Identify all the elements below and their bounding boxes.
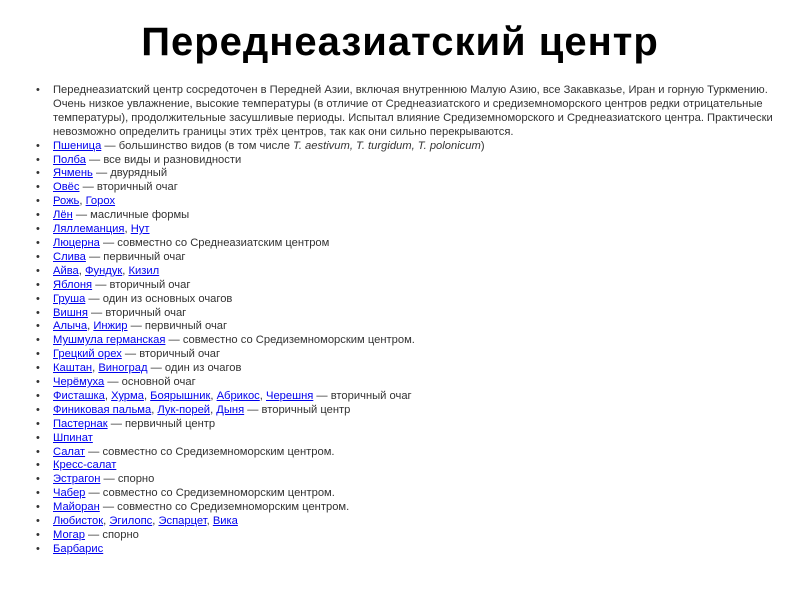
bullet-icon: • xyxy=(36,403,40,416)
list-item xyxy=(36,307,776,321)
list-item xyxy=(36,432,776,446)
plant-link[interactable]: Эгилопс xyxy=(109,515,153,528)
separator: , xyxy=(151,403,158,416)
plant-link[interactable]: Ляллеманция xyxy=(53,223,125,236)
plant-link[interactable]: Майоран xyxy=(53,501,100,514)
list-item xyxy=(36,543,776,557)
item-description: — первичный центр xyxy=(107,417,216,430)
list-item xyxy=(36,459,776,473)
list-item xyxy=(36,418,776,432)
item-description: — большинство видов (в том числе xyxy=(101,139,294,152)
latin-names: T. aestivum, T. turgidum, T. polonicum xyxy=(293,139,481,152)
plant-link[interactable]: Вишня xyxy=(53,306,88,319)
plant-link[interactable]: Эстрагон xyxy=(53,473,101,486)
bullet-icon: • xyxy=(36,501,40,514)
list-item xyxy=(36,251,776,265)
list-item xyxy=(36,293,776,307)
item-description: — вторичный очаг xyxy=(313,389,412,402)
item-description-tail: ) xyxy=(480,139,485,152)
intro-paragraph xyxy=(36,84,776,140)
bullet-icon: • xyxy=(36,431,40,444)
separator: , xyxy=(79,195,86,208)
plant-link[interactable]: Шпинат xyxy=(53,431,93,444)
list-item xyxy=(36,223,776,237)
item-description: — вторичный очаг xyxy=(121,348,221,361)
list-item xyxy=(36,529,776,543)
bullet-icon: • xyxy=(36,334,40,347)
bullet-icon: • xyxy=(36,306,40,319)
plant-link[interactable]: Чабер xyxy=(53,487,86,500)
item-description: — первичный очаг xyxy=(85,250,186,263)
list-item xyxy=(36,348,776,362)
plant-link[interactable]: Финиковая пальма xyxy=(53,403,152,416)
plant-link[interactable]: Яблоня xyxy=(53,278,93,291)
bullet-icon: • xyxy=(36,236,40,249)
bullet-icon: • xyxy=(36,515,40,528)
item-description: — совместно со Средиземноморским центром. xyxy=(165,334,415,347)
plant-link[interactable]: Лён xyxy=(53,209,73,222)
separator: , xyxy=(92,362,99,375)
list-item xyxy=(36,501,776,515)
item-description: — совместно со Средиземноморским центром. xyxy=(99,501,350,514)
bullet-list xyxy=(36,84,776,557)
separator: , xyxy=(103,515,110,528)
bullet-icon: • xyxy=(36,209,40,222)
separator: , xyxy=(210,403,217,416)
separator: , xyxy=(78,264,85,277)
item-description: — двурядный xyxy=(92,167,168,180)
bullet-icon: • xyxy=(36,529,40,541)
plant-link[interactable]: Полба xyxy=(53,153,86,166)
bullet-icon: • xyxy=(36,389,40,402)
plant-link[interactable]: Боярышник xyxy=(150,389,211,402)
plant-link[interactable]: Овёс xyxy=(53,181,80,194)
separator: , xyxy=(87,320,94,333)
bullet-icon: • xyxy=(36,139,40,152)
list-item xyxy=(36,209,776,223)
bullet-icon: • xyxy=(36,362,40,375)
list-item xyxy=(36,154,776,168)
plant-link[interactable]: Мушмула германская xyxy=(53,334,166,347)
plant-link[interactable]: Каштан xyxy=(53,362,93,375)
plant-link[interactable]: Фундук xyxy=(84,264,123,277)
bullet-icon: • xyxy=(36,320,40,333)
slide-title: Переднеазиатский центр xyxy=(141,20,659,64)
plant-link[interactable]: Нут xyxy=(130,223,150,236)
bullet-icon: • xyxy=(36,181,40,194)
item-description: — спорно xyxy=(84,529,139,541)
plant-link[interactable]: Пшеница xyxy=(53,139,102,152)
bullet-icon: • xyxy=(36,348,40,361)
plant-link[interactable]: Алыча xyxy=(53,320,88,333)
plant-link[interactable]: Лук-порей xyxy=(157,403,211,416)
bullet-icon: • xyxy=(36,445,40,458)
plant-link[interactable]: Кизил xyxy=(128,264,160,277)
item-description: — вторичный центр xyxy=(244,403,351,416)
plant-link[interactable]: Дыня xyxy=(216,403,245,416)
plant-link[interactable]: Абрикос xyxy=(216,389,260,402)
item-description: — совместно со Среднеазиатским центром xyxy=(99,236,330,249)
list-item xyxy=(36,195,776,209)
bullet-icon: • xyxy=(36,292,40,305)
item-description: — совместно со Средиземноморским центром. xyxy=(85,445,335,458)
list-item xyxy=(36,473,776,487)
plant-link[interactable]: Любисток xyxy=(53,515,104,528)
bullet-icon: • xyxy=(36,84,40,96)
plant-link[interactable]: Могар xyxy=(53,529,85,541)
plant-link[interactable]: Кресс-салат xyxy=(53,459,117,472)
bullet-icon: • xyxy=(36,264,40,277)
separator: , xyxy=(104,389,112,402)
bullet-icon: • xyxy=(36,167,40,180)
plant-link[interactable]: Вика xyxy=(212,515,238,528)
plant-link[interactable]: Люцерна xyxy=(53,236,100,249)
list-item xyxy=(36,515,776,529)
plant-link[interactable]: Ячмень xyxy=(53,167,93,180)
list-item xyxy=(36,334,776,348)
plant-link[interactable]: Виноград xyxy=(98,362,148,375)
plant-link[interactable]: Фисташка xyxy=(53,389,105,402)
plant-link[interactable]: Черёмуха xyxy=(53,376,105,389)
list-item xyxy=(36,237,776,251)
item-description: — первичный очаг xyxy=(127,320,228,333)
list-item xyxy=(36,265,776,279)
item-description: — все виды и разновидности xyxy=(85,153,242,166)
list-item xyxy=(36,362,776,376)
bullet-icon: • xyxy=(36,153,40,166)
plant-link[interactable]: Эспарцет xyxy=(158,515,207,528)
plant-link[interactable]: Груша xyxy=(53,292,86,305)
plant-link[interactable]: Рожь xyxy=(53,195,80,208)
list-item xyxy=(36,404,776,418)
list-item xyxy=(36,446,776,460)
plant-link[interactable]: Слива xyxy=(53,250,86,263)
separator: , xyxy=(152,515,159,528)
plant-link[interactable]: Черешня xyxy=(265,389,314,402)
bullet-icon: • xyxy=(36,250,40,263)
bullet-icon: • xyxy=(36,376,40,389)
bullet-icon: • xyxy=(36,487,40,500)
item-description: — один из основных очагов xyxy=(85,292,233,305)
item-description: — масличные формы xyxy=(72,209,190,222)
separator: , xyxy=(206,515,213,528)
item-description: — основной очаг xyxy=(104,376,196,389)
plant-link[interactable]: Инжир xyxy=(93,320,128,333)
plant-link[interactable]: Горох xyxy=(85,195,116,208)
plant-link[interactable]: Барбарис xyxy=(53,542,104,555)
plant-link[interactable]: Пастернак xyxy=(53,417,108,430)
item-description: — совместно со Средиземноморским центром. xyxy=(85,487,335,500)
item-description: — один из очагов xyxy=(147,362,242,375)
item-description: — вторичный очаг xyxy=(87,306,187,319)
list-item xyxy=(36,279,776,293)
plant-link[interactable]: Айва xyxy=(53,264,79,277)
bullet-icon: • xyxy=(36,542,40,555)
separator: , xyxy=(210,389,217,402)
item-description: — вторичный очаг xyxy=(79,181,178,194)
separator: , xyxy=(122,264,129,277)
list-item xyxy=(36,487,776,501)
bullet-icon: • xyxy=(36,278,40,291)
list-item xyxy=(36,167,776,181)
separator: , xyxy=(124,223,131,236)
separator: , xyxy=(143,389,151,402)
bullet-icon: • xyxy=(36,223,40,236)
list-item xyxy=(36,390,776,404)
bullet-icon: • xyxy=(36,417,40,430)
plant-link[interactable]: Салат xyxy=(53,445,86,458)
content-body xyxy=(36,84,776,557)
list-item xyxy=(36,181,776,195)
plant-link[interactable]: Хурма xyxy=(111,389,144,402)
bullet-icon: • xyxy=(36,459,40,472)
separator: , xyxy=(259,389,266,402)
list-item xyxy=(36,376,776,390)
bullet-icon: • xyxy=(36,473,40,486)
item-description: — спорно xyxy=(100,473,155,486)
intro-text: Переднеазиатский центр сосредоточен в Передней Азии, включая внутреннюю Малую Азию, все Закавказье, Иран и горную Туркмению. Очень низкое увлажнение, высокие температуры (в отличие от Среднеазиатского и средиземноморского центров редки отрицательные температуры), продолжительные засушливые периоды. Испытал влияние Средиземноморского и Среднеазиатского центра. Практически невозможно определить границы этих трёх центров, так как они сильно перекрываются. xyxy=(53,84,773,138)
plant-link[interactable]: Грецкий орех xyxy=(53,348,122,361)
item-description: — вторичный очаг xyxy=(92,278,191,291)
list-item xyxy=(36,320,776,334)
list-item xyxy=(36,140,776,154)
bullet-icon: • xyxy=(36,195,40,208)
